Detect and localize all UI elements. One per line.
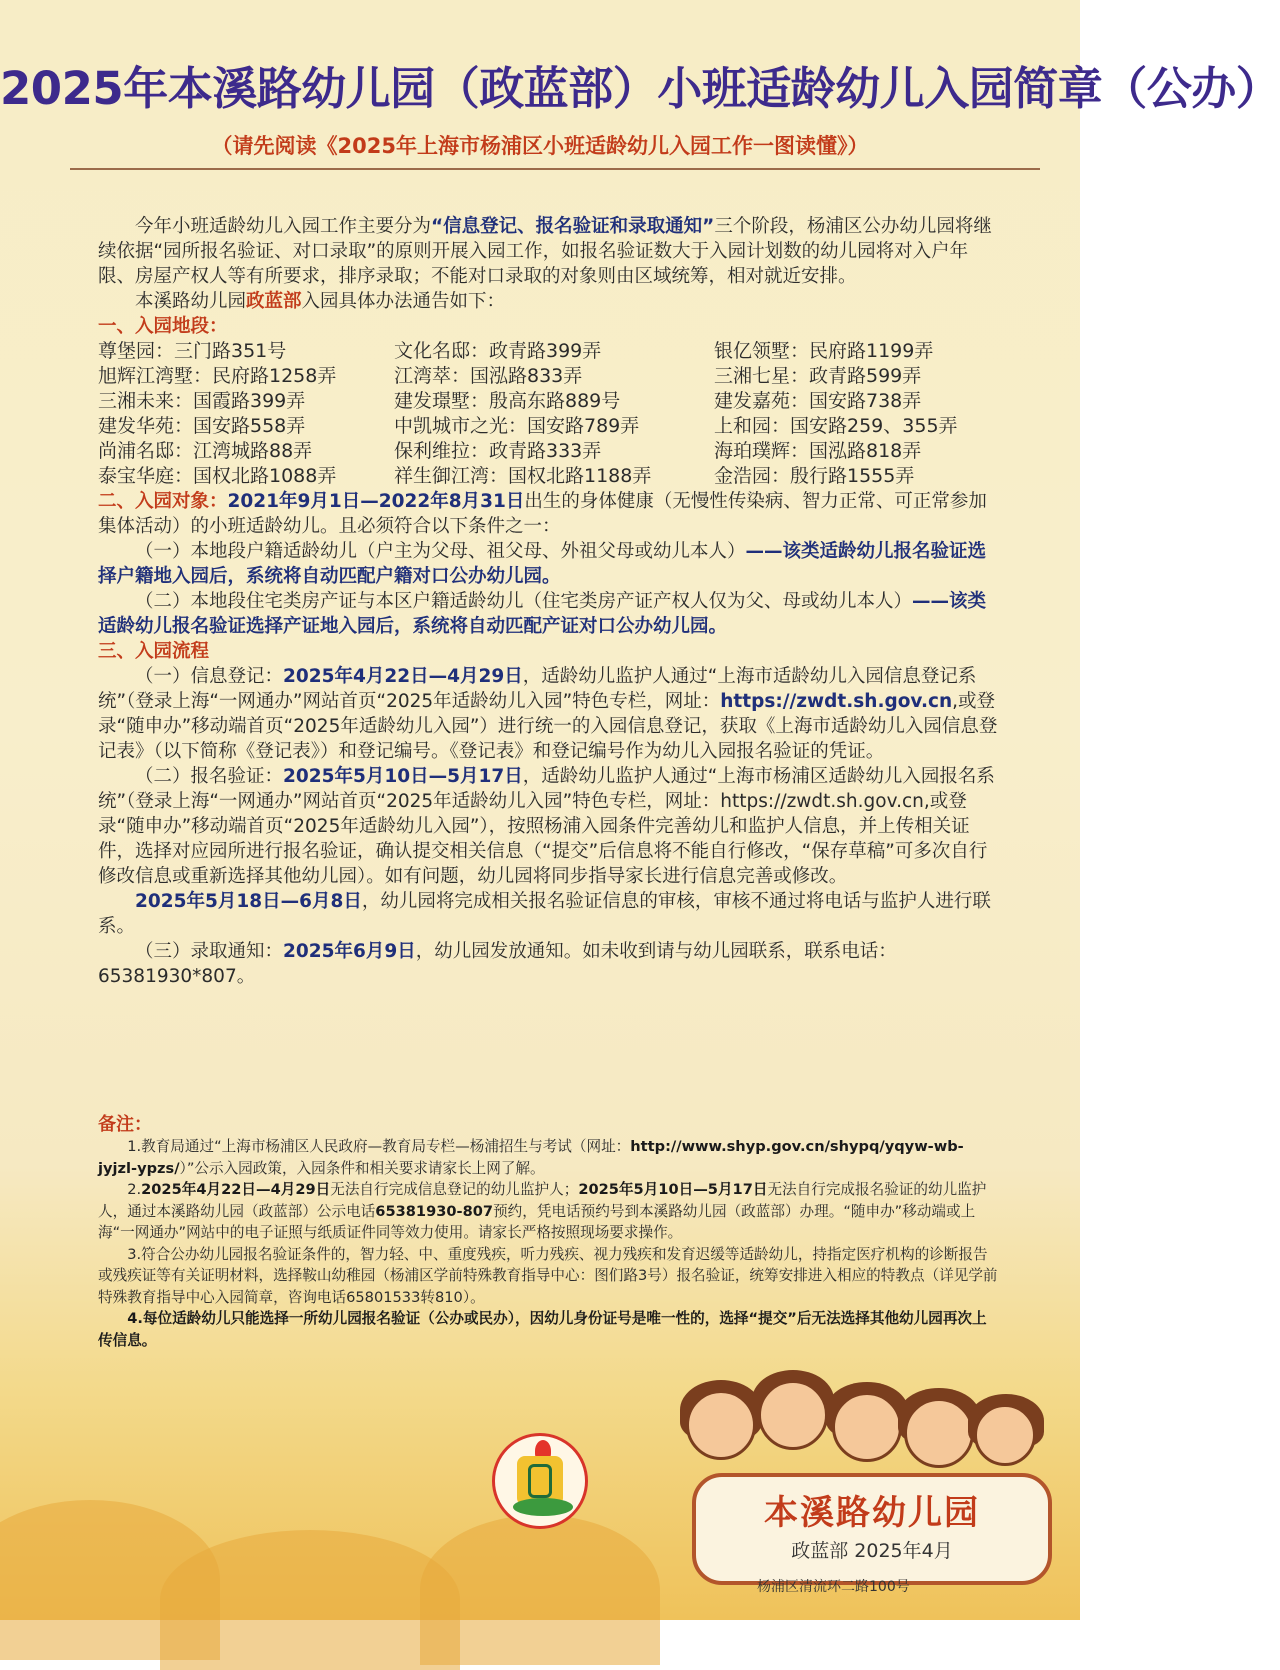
main-content — [98, 214, 998, 989]
intro-notice: 本溪路幼儿园政蓝部入园具体办法通告如下： — [135, 291, 506, 312]
department-date: 政蓝部 2025年4月 — [791, 1540, 953, 1562]
notes-section — [98, 1113, 998, 1351]
condition-2: （二）本地段住宅类房产证与本区户籍适龄幼儿（住宅类房产证产权人仅为父、母或幼儿本人）——该类适龄幼儿报名验证选择产证地入园后，系统将自动匹配产证对口公办幼儿园。 — [98, 591, 987, 637]
address-item: 三湘七星：政青路599弄 — [714, 365, 922, 387]
address-item: 文化名邸：政青路399弄 — [394, 340, 602, 362]
address-item: 建发嘉苑：国安路738弄 — [714, 390, 922, 412]
address-item: 建发华苑：国安路558弄 — [98, 415, 306, 437]
school-name: 本溪路幼儿园 — [764, 1493, 980, 1533]
condition-1: （一）本地段户籍适龄幼儿（户主为父母、祖父母、外祖父母或幼儿本人）——该类适龄幼儿报名验证选择户籍地入园后，系统将自动匹配户籍对口公办幼儿园。 — [98, 541, 987, 587]
step-2-review: 2025年5月18日—6月8日，幼儿园将完成相关报名验证信息的审核，审核不通过将电话与监护人进行联系。 — [98, 891, 991, 937]
school-address: 杨浦区清流环二路100号 — [757, 1579, 910, 1595]
intro-paragraph: 今年小班适龄幼儿入园工作主要分为“信息登记、报名验证和录取通知”三个阶段，杨浦区公办幼儿园将继续依据“园所报名验证、对口录取”的原则开展入园工作，如报名验证数大于入园计划数的幼儿园将对入户年限、房屋产权人等有所要求，排序录取；不能对口录取的对象则由区域统筹，相对就近安排。 — [98, 216, 992, 287]
step-2: （二）报名验证：2025年5月10日—5月17日，适龄幼儿监护人通过“上海市杨浦区适龄幼儿入园报名系统”（登录上海“一网通办”网站首页“2025年适龄幼儿入园”特色专栏，网址：https://zwdt.sh.gov.cn,或登录“随申办”移动端首页“2025年适龄幼儿入园”），按照杨浦入园条件完善幼儿和监护人信息，并上传相关证件，选择对应园所进行报名验证，确认提交相关信息（“提交”后信息将不能自行修改，“保存草稿”可多次自行修改信息或重新选择其他幼儿园）。如有问题，幼儿园将同步指导家长进行信息完善或修改。 — [98, 766, 995, 887]
address-item: 海珀璞辉：国泓路818弄 — [714, 440, 922, 462]
address-item: 祥生御江湾：国权北路1188弄 — [394, 465, 652, 487]
address-item: 旭辉江湾墅：民府路1258弄 — [98, 365, 337, 387]
note-2: 2.2025年4月22日—4月29日无法自行完成信息登记的幼儿监护人；2025年5月10日—5月17日无法自行完成报名验证的幼儿监护人，通过本溪路幼儿园（政蓝部）公示电话65381930-807预约，凭电话预约号到本溪路幼儿园（政蓝部）办理。“随申办”移动端或上海“一网通办”网站中的电子证照与纸质证件同等效力使用。请家长严格按照现场要求操作。 — [98, 1181, 987, 1241]
page-subtitle: （请先阅读《2025年上海市杨浦区小班适龄幼儿入园工作一图读懂》） — [211, 134, 869, 158]
step-1: （一）信息登记：2025年4月22日—4月29日，适龄幼儿监护人通过“上海市适龄幼儿入园信息登记系统”（登录上海“一网通办”网站首页“2025年适龄幼儿入园”特色专栏，网址：https://zwdt.sh.gov.cn,或登录“随申办”移动端首页“2025年适龄幼儿入园”）进行统一的入园信息登记，获取《上海市适龄幼儿入园信息登记表》（以下简称《登记表》）和登记编号。《登记表》和登记编号作为幼儿入园报名验证的凭证。 — [98, 666, 998, 762]
education-bureau-url: http://www.shyp.gov.cn/shypq/yqyw-wb-jyjzl-ypzs/ — [98, 1138, 964, 1177]
section-1-heading: 一、入园地段： — [98, 316, 228, 337]
address-item: 尚浦名邸：江湾城路88弄 — [98, 440, 313, 462]
note-3: 3.符合公办幼儿园报名验证条件的，智力轻、中、重度残疾，听力残疾、视力残疾和发育迟缓等适龄幼儿，持指定医疗机构的诊断报告或残疾证等有关证明材料，选择鞍山幼稚园（杨浦区学前特殊教育指导中心：图们路3号）报名验证，统筹安排进入相应的特教点（详见学前特殊教育指导中心入园简章，咨询电话65801533转810）。 — [98, 1245, 998, 1306]
step-3: （三）录取通知：2025年6月9日，幼儿园发放通知。如未收到请与幼儿园联系，联系电话：65381930*807。 — [98, 941, 897, 987]
background-hill — [160, 1530, 460, 1670]
address-item: 中凯城市之光：国安路789弄 — [394, 415, 640, 437]
school-badge — [692, 1473, 1052, 1585]
address-item: 金浩园：殷行路1555弄 — [714, 465, 915, 487]
section-2: 二、入园对象：2021年9月1日—2022年8月31日出生的身体健康（无慢性传染病、智力正常、可正常参加集体活动）的小班适龄幼儿。且必须符合以下条件之一： — [98, 491, 987, 537]
page-title: 2025年本溪路幼儿园（政蓝部）小班适龄幼儿入园简章（公办） — [0, 62, 1280, 115]
address-item: 江湾萃：国泓路833弄 — [394, 365, 583, 387]
address-item: 三湘未来：国霞路399弄 — [98, 390, 306, 412]
address-grid — [98, 339, 998, 489]
address-item: 上和园：国安路259、355弄 — [714, 415, 958, 437]
address-item: 泰宝华庭：国权北路1088弄 — [98, 465, 337, 487]
note-1: 1.教育局通过“上海市杨浦区人民政府—教育局专栏—杨浦招生与考试（网址：http://www.shyp.gov.cn/shypq/yqyw-wb-jyjzl-ypzs/）”公示入园政策，入园条件和相关要求请家长上网了解。 — [98, 1138, 964, 1177]
address-item: 银亿领墅：民府路1199弄 — [714, 340, 934, 362]
school-logo-icon — [492, 1433, 588, 1529]
note-4: 4.每位适龄幼儿只能选择一所幼儿园报名验证（公办或民办），因幼儿身份证号是唯一性的，选择“提交”后无法选择其他幼儿园再次上传信息。 — [98, 1310, 987, 1349]
divider — [70, 168, 1040, 170]
address-item: 尊堡园：三门路351号 — [98, 340, 287, 362]
registration-url-link: https://zwdt.sh.gov.cn — [720, 691, 953, 712]
background-hill — [420, 1515, 660, 1665]
notes-heading: 备注： — [98, 1114, 152, 1135]
address-item: 建发璟墅：殷高东路889号 — [394, 390, 621, 412]
section-3-heading: 三、入园流程 — [98, 641, 210, 662]
address-item: 保利维拉：政青路333弄 — [394, 440, 602, 462]
